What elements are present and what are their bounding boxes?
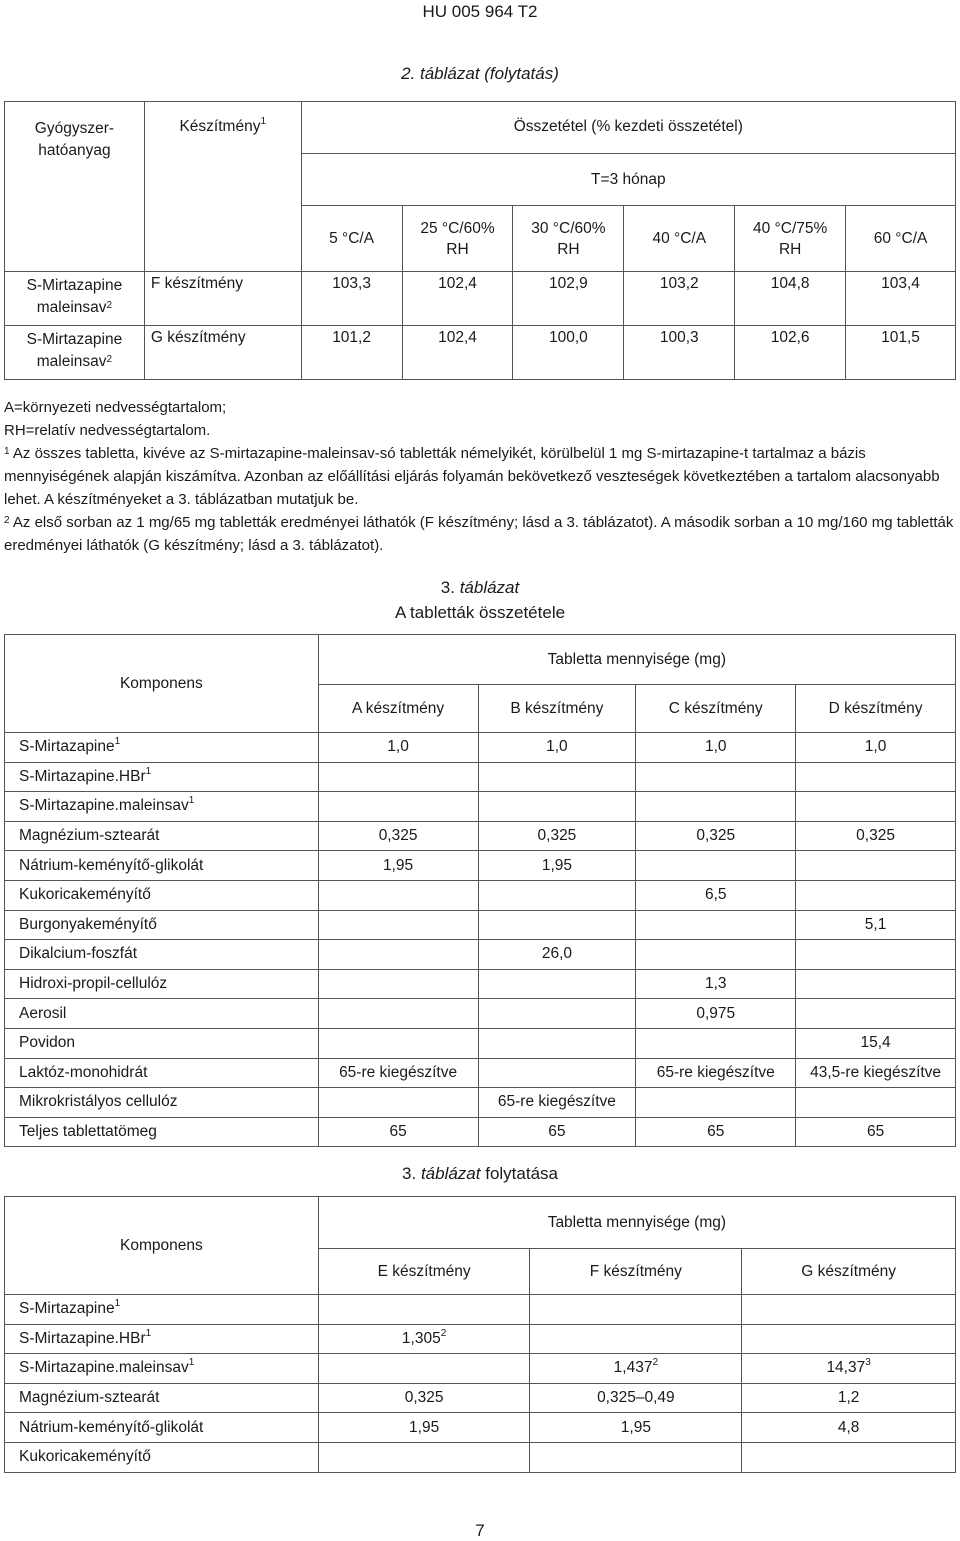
table2 <box>4 101 956 380</box>
amount-cell <box>318 792 478 822</box>
amount-cell <box>636 940 796 970</box>
preparation-header: F készítmény <box>530 1249 742 1295</box>
table3c-caption: 3. táblázat folytatása <box>402 1164 558 1183</box>
drug-name: S-Mirtazapine maleinsav$^2$ <box>5 272 145 326</box>
table-row <box>5 1354 956 1384</box>
table-row <box>5 1383 956 1413</box>
amount-cell: 65 <box>318 1117 478 1147</box>
preparation-header: C készítmény <box>636 685 796 733</box>
amount-cell <box>742 1442 956 1472</box>
component-name: Burgonyakeményítő <box>5 910 319 940</box>
table2-caption: 2. táblázat (folytatás) <box>401 64 559 83</box>
amount-cell: 1,2 <box>742 1383 956 1413</box>
component-name: S-Mirtazapine$^1$ <box>5 733 319 763</box>
component-name: S-Mirtazapine.HBr$^1$ <box>5 1324 319 1354</box>
amount-cell: 0,325 <box>478 821 636 851</box>
amount-cell <box>478 880 636 910</box>
table3-title: A tabletták összetétele <box>394 603 566 622</box>
preparation-header: E készítmény <box>318 1249 530 1295</box>
table3-caption: 3. táblázat <box>440 578 520 597</box>
header-preparation: Készítmény$^1$ <box>144 102 301 272</box>
preparation-name: G készítmény <box>144 326 301 380</box>
component-name: Povidon <box>5 1028 319 1058</box>
amount-cell: 65 <box>636 1117 796 1147</box>
amount-cell <box>318 880 478 910</box>
amount-cell <box>636 792 796 822</box>
footnotes <box>4 396 954 557</box>
amount-cell: 65-re kiegészítve <box>636 1058 796 1088</box>
preparation-header: A készítmény <box>318 685 478 733</box>
value-cell: 103,3 <box>301 272 402 326</box>
amount-cell <box>318 1028 478 1058</box>
amount-cell <box>796 1088 956 1118</box>
preparation-header: D készítmény <box>796 685 956 733</box>
header-amount: Tabletta mennyisége (mg) <box>318 1197 955 1249</box>
condition-header: 40 °C/75% RH <box>735 206 846 272</box>
header-drug: Gyógyszer-hatóanyag <box>5 102 145 272</box>
table-row <box>5 851 956 881</box>
amount-cell <box>478 762 636 792</box>
condition-header: 30 °C/60% RH <box>513 206 624 272</box>
amount-cell <box>636 762 796 792</box>
amount-cell: 1,95 <box>318 851 478 881</box>
amount-cell: 15,4 <box>796 1028 956 1058</box>
amount-cell: 43,5-re kiegészítve <box>796 1058 956 1088</box>
amount-cell: 1,437$^2$ <box>530 1354 742 1384</box>
table-row <box>5 762 956 792</box>
amount-cell: 1,3 <box>636 969 796 999</box>
amount-cell <box>530 1324 742 1354</box>
note-1: $^1$ Az összes tabletta, kivéve az S-mirtazapine-maleinsav-só tabletták némelyikét, körülbelül 1 mg S-mirtazapine-t tartalmaz a bázis mennyiségének alapján kiszámítva. Azonban az előállítási eljárás folyamán bekövetkező veszteségek következtében a tartalom alacsonyabb lehet. A készítményeket a 3. táblázatban mutatjuk be. <box>4 445 940 508</box>
amount-cell <box>478 969 636 999</box>
table-row <box>5 272 956 326</box>
component-name: Kukoricakeményítő <box>5 1442 319 1472</box>
table-row <box>5 1442 956 1472</box>
header-amount: Tabletta mennyisége (mg) <box>318 635 955 685</box>
table-row <box>5 910 956 940</box>
amount-cell: 0,325 <box>318 821 478 851</box>
amount-cell <box>318 762 478 792</box>
document-id: HU 005 964 T2 <box>422 2 538 21</box>
amount-cell: 65 <box>796 1117 956 1147</box>
amount-cell <box>318 1295 530 1325</box>
amount-cell <box>478 999 636 1029</box>
amount-cell <box>796 969 956 999</box>
value-cell: 100,3 <box>624 326 735 380</box>
preparation-header: G készítmény <box>742 1249 956 1295</box>
value-cell: 102,4 <box>402 326 513 380</box>
drug-name: S-Mirtazapine maleinsav$^2$ <box>5 326 145 380</box>
amount-cell <box>478 792 636 822</box>
amount-cell <box>530 1295 742 1325</box>
preparation-name: F készítmény <box>144 272 301 326</box>
amount-cell: 0,325 <box>636 821 796 851</box>
table-row <box>5 792 956 822</box>
amount-cell <box>636 1088 796 1118</box>
amount-cell: 1,0 <box>478 733 636 763</box>
page-number: 7 <box>475 1521 485 1540</box>
amount-cell <box>796 851 956 881</box>
note-rh: RH=relatív nedvességtartalom. <box>4 422 211 439</box>
amount-cell: 1,0 <box>796 733 956 763</box>
component-name: Hidroxi-propil-cellulóz <box>5 969 319 999</box>
component-name: Magnézium-sztearát <box>5 1383 319 1413</box>
amount-cell <box>796 880 956 910</box>
table-row <box>5 1413 956 1443</box>
value-cell: 102,9 <box>513 272 624 326</box>
note-2: $^2$ Az első sorban az 1 mg/65 mg tabletták eredményei láthatók (F készítmény; lásd a 3. táblázatot). A második sorban a 10 mg/160 mg tabletták eredményei láthatók (G készítmény; lásd a 3. táblázatot). <box>4 514 954 554</box>
component-name: Aerosil <box>5 999 319 1029</box>
table-row <box>5 940 956 970</box>
amount-cell <box>318 1088 478 1118</box>
amount-cell: 5,1 <box>796 910 956 940</box>
component-name: Teljes tablettatömeg <box>5 1117 319 1147</box>
condition-header: 40 °C/A <box>624 206 735 272</box>
table-row <box>5 1117 956 1147</box>
table-row <box>5 733 956 763</box>
note-a: A=környezeti nedvességtartalom; <box>4 399 227 416</box>
table-row <box>5 821 956 851</box>
component-name: S-Mirtazapine.maleinsav$^1$ <box>5 792 319 822</box>
amount-cell <box>478 910 636 940</box>
component-name: S-Mirtazapine.maleinsav$^1$ <box>5 1354 319 1384</box>
component-name: Nátrium-keményítő-glikolát <box>5 851 319 881</box>
amount-cell: 0,325 <box>318 1383 530 1413</box>
amount-cell <box>796 762 956 792</box>
amount-cell <box>742 1324 956 1354</box>
table-row <box>5 969 956 999</box>
amount-cell <box>796 999 956 1029</box>
header-time: T=3 hónap <box>301 154 955 206</box>
amount-cell <box>742 1295 956 1325</box>
component-name: Laktóz-monohidrát <box>5 1058 319 1088</box>
header-component: Komponens <box>5 1197 319 1295</box>
amount-cell <box>318 910 478 940</box>
amount-cell <box>318 1442 530 1472</box>
component-name: Magnézium-sztearát <box>5 821 319 851</box>
amount-cell: 65-re kiegészítve <box>478 1088 636 1118</box>
table-row <box>5 1295 956 1325</box>
amount-cell: 0,325 <box>796 821 956 851</box>
amount-cell <box>796 792 956 822</box>
table-row <box>5 880 956 910</box>
amount-cell: 65-re kiegészítve <box>318 1058 478 1088</box>
amount-cell: 65 <box>478 1117 636 1147</box>
value-cell: 102,4 <box>402 272 513 326</box>
amount-cell <box>318 999 478 1029</box>
amount-cell <box>530 1442 742 1472</box>
component-name: S-Mirtazapine$^1$ <box>5 1295 319 1325</box>
amount-cell: 14,37$^3$ <box>742 1354 956 1384</box>
value-cell: 103,4 <box>846 272 956 326</box>
amount-cell <box>796 940 956 970</box>
amount-cell <box>318 1354 530 1384</box>
table-row <box>5 1324 956 1354</box>
amount-cell: 1,305$^2$ <box>318 1324 530 1354</box>
condition-header: 5 °C/A <box>301 206 402 272</box>
amount-cell: 26,0 <box>478 940 636 970</box>
value-cell: 100,0 <box>513 326 624 380</box>
condition-header: 25 °C/60% RH <box>402 206 513 272</box>
amount-cell: 1,95 <box>530 1413 742 1443</box>
table3 <box>4 634 956 1147</box>
amount-cell <box>478 1058 636 1088</box>
component-name: Nátrium-keményítő-glikolát <box>5 1413 319 1443</box>
amount-cell: 0,325–0,49 <box>530 1383 742 1413</box>
value-cell: 101,5 <box>846 326 956 380</box>
amount-cell <box>636 1028 796 1058</box>
preparation-header: B készítmény <box>478 685 636 733</box>
value-cell: 101,2 <box>301 326 402 380</box>
amount-cell <box>318 969 478 999</box>
value-cell: 103,2 <box>624 272 735 326</box>
table-row <box>5 326 956 380</box>
amount-cell: 0,975 <box>636 999 796 1029</box>
table-row <box>5 1058 956 1088</box>
component-name: S-Mirtazapine.HBr$^1$ <box>5 762 319 792</box>
amount-cell: 4,8 <box>742 1413 956 1443</box>
amount-cell <box>636 910 796 940</box>
component-name: Dikalcium-foszfát <box>5 940 319 970</box>
amount-cell <box>636 851 796 881</box>
table3-continued <box>4 1196 956 1473</box>
table-row <box>5 999 956 1029</box>
amount-cell: 1,95 <box>318 1413 530 1443</box>
amount-cell <box>478 1028 636 1058</box>
value-cell: 104,8 <box>735 272 846 326</box>
amount-cell <box>318 940 478 970</box>
component-name: Kukoricakeményítő <box>5 880 319 910</box>
component-name: Mikrokristályos cellulóz <box>5 1088 319 1118</box>
header-component: Komponens <box>5 635 319 733</box>
amount-cell: 1,95 <box>478 851 636 881</box>
amount-cell: 1,0 <box>636 733 796 763</box>
table-row <box>5 1028 956 1058</box>
amount-cell: 1,0 <box>318 733 478 763</box>
amount-cell: 6,5 <box>636 880 796 910</box>
table-row <box>5 1088 956 1118</box>
value-cell: 102,6 <box>735 326 846 380</box>
header-composition: Összetétel (% kezdeti összetétel) <box>301 102 955 154</box>
condition-header: 60 °C/A <box>846 206 956 272</box>
